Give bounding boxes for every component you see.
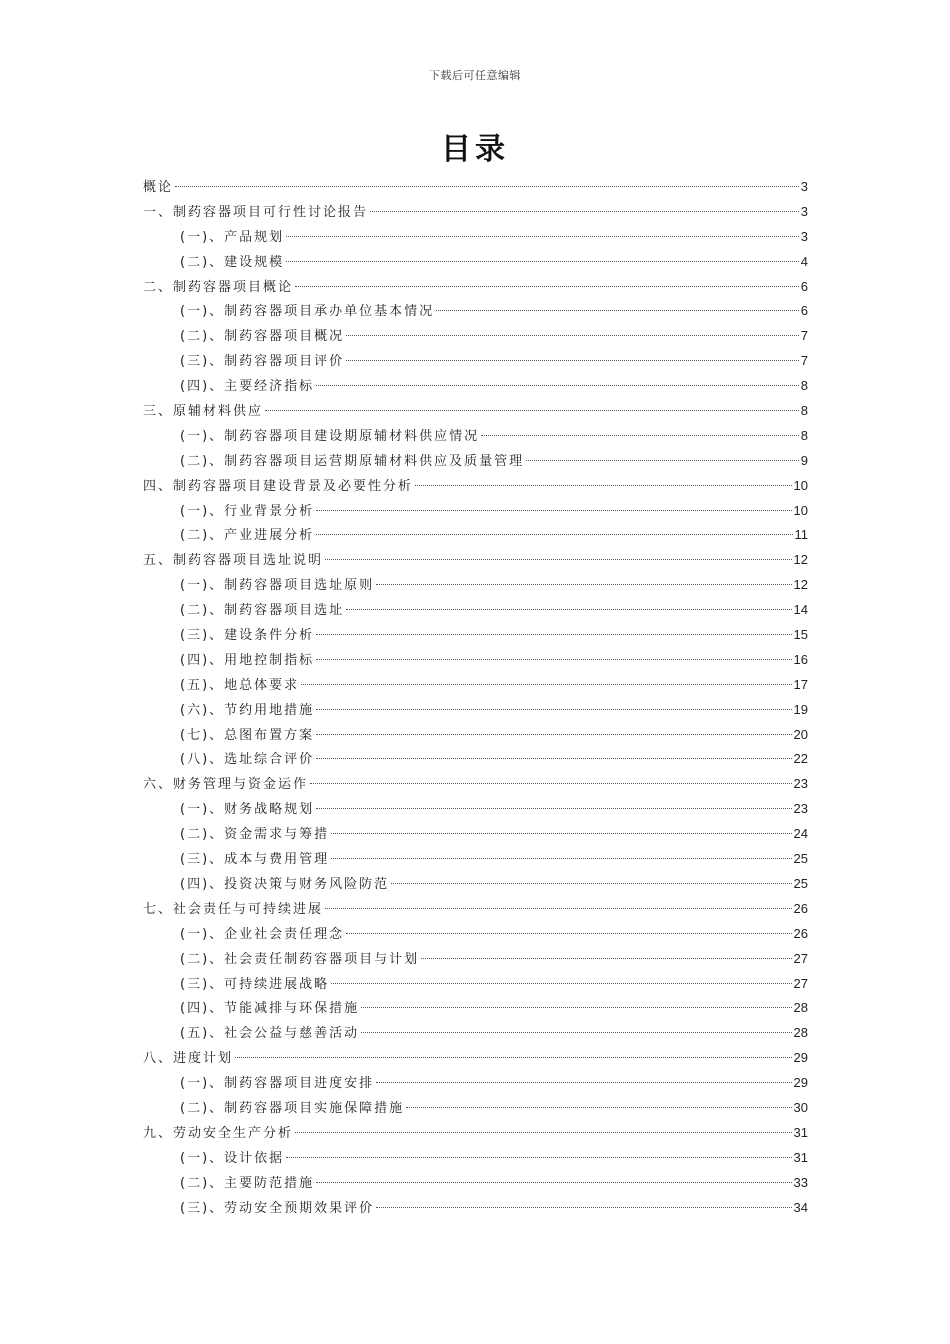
toc-entry-page-number: 27 (793, 975, 808, 991)
toc-dot-leader (295, 1132, 792, 1133)
toc-entry[interactable] (143, 1171, 808, 1196)
toc-title: 目录 (441, 132, 509, 167)
toc-entry-page-number: 16 (793, 651, 808, 667)
toc-entry-page-number: 26 (793, 900, 808, 916)
toc-entry-label: 六、财务管理与资金运作 (143, 777, 309, 793)
toc-entry-page-number: 4 (800, 253, 808, 269)
toc-entry-label: 二、制药容器项目概论 (143, 279, 294, 295)
toc-entry-label: (一)、行业背景分析 (180, 503, 315, 519)
toc-entry-page-number: 17 (793, 676, 808, 692)
toc-entry-page-number: 8 (800, 403, 808, 419)
header-note: 下载后可任意编辑 (429, 69, 521, 82)
toc-entry-page-number: 23 (793, 776, 808, 792)
toc-dot-leader (415, 485, 792, 486)
toc-dot-leader (316, 534, 792, 535)
toc-dot-leader (316, 634, 791, 635)
toc-dot-leader (370, 211, 799, 212)
toc-entry-page-number: 20 (793, 726, 808, 742)
toc-dot-leader (346, 933, 791, 934)
toc-entry-page-number: 12 (793, 552, 808, 568)
toc-entry-label: (五)、社会公益与慈善活动 (180, 1026, 360, 1042)
toc-entry-label: (一)、制药容器项目承办单位基本情况 (180, 304, 435, 320)
toc-entry-page-number: 34 (793, 1199, 808, 1215)
toc-dot-leader (316, 1182, 791, 1183)
toc-entry[interactable] (143, 1121, 808, 1146)
toc-entry[interactable] (143, 872, 808, 897)
toc-dot-leader (265, 410, 799, 411)
toc-entry-label: (二)、制药容器项目运营期原辅材料供应及质量管理 (180, 453, 525, 469)
toc-entry[interactable] (143, 275, 808, 300)
toc-entry-label: (二)、制药容器项目选址 (180, 603, 345, 619)
toc-entry[interactable] (143, 200, 808, 225)
toc-entry-label: 五、制药容器项目选址说明 (143, 553, 324, 569)
toc-entry[interactable] (143, 648, 808, 673)
toc-entry-page-number: 28 (793, 1025, 808, 1041)
toc-entry[interactable] (143, 374, 808, 399)
toc-dot-leader (346, 609, 791, 610)
toc-dot-leader (526, 460, 799, 461)
toc-dot-leader (391, 883, 791, 884)
toc-entry-page-number: 8 (800, 378, 808, 394)
toc-entry[interactable] (143, 1021, 808, 1046)
toc-entry[interactable] (143, 1071, 808, 1096)
toc-entry-label: (一)、财务战略规划 (180, 802, 315, 818)
toc-entry[interactable] (143, 1146, 808, 1171)
toc-entry-label: (二)、制药容器项目概况 (180, 329, 345, 345)
toc-dot-leader (481, 435, 799, 436)
toc-dot-leader (175, 186, 799, 187)
toc-entry-page-number: 28 (793, 1000, 808, 1016)
toc-entry-page-number: 22 (793, 751, 808, 767)
toc-dot-leader (331, 858, 791, 859)
toc-entry-label: (一)、制药容器项目选址原则 (180, 578, 375, 594)
toc-entry[interactable] (143, 698, 808, 723)
toc-dot-leader (331, 833, 791, 834)
toc-entry[interactable] (143, 598, 808, 623)
toc-entry-label: (八)、选址综合评价 (180, 752, 315, 768)
toc-entry[interactable] (143, 225, 808, 250)
toc-entry-page-number: 25 (793, 875, 808, 891)
toc-entry[interactable] (143, 623, 808, 648)
toc-entry[interactable] (143, 797, 808, 822)
toc-entry[interactable] (143, 1196, 808, 1221)
toc-entry[interactable] (143, 449, 808, 474)
toc-entry-label: 三、原辅材料供应 (143, 404, 264, 420)
toc-entry-page-number: 31 (793, 1124, 808, 1140)
toc-dot-leader (361, 1007, 791, 1008)
toc-entry[interactable] (143, 897, 808, 922)
toc-dot-leader (316, 385, 799, 386)
toc-entry-label: 九、劳动安全生产分析 (143, 1125, 294, 1141)
toc-entry-page-number: 11 (794, 527, 808, 543)
toc-dot-leader (421, 958, 791, 959)
toc-entry[interactable] (143, 499, 808, 524)
toc-entry-label: (三)、成本与费用管理 (180, 852, 330, 868)
toc-dot-leader (316, 510, 791, 511)
toc-entry-page-number: 19 (793, 701, 808, 717)
toc-entry-label: (六)、节约用地措施 (180, 702, 315, 718)
toc-entry[interactable] (143, 299, 808, 324)
toc-entry-label: (二)、主要防范措施 (180, 1175, 315, 1191)
toc-entry[interactable] (143, 996, 808, 1021)
toc-entry[interactable] (143, 523, 808, 548)
toc-entry-label: 八、进度计划 (143, 1051, 234, 1067)
toc-dot-leader (376, 1082, 791, 1083)
toc-dot-leader (301, 684, 791, 685)
toc-entry-page-number: 9 (800, 452, 808, 468)
toc-entry[interactable] (143, 772, 808, 797)
toc-dot-leader (286, 261, 799, 262)
toc-dot-leader (286, 1157, 791, 1158)
toc-entry-label: (一)、制药容器项目建设期原辅材料供应情况 (180, 428, 480, 444)
toc-dot-leader (295, 286, 799, 287)
toc-entry[interactable] (143, 723, 808, 748)
toc-entry[interactable] (143, 972, 808, 997)
toc-dot-leader (436, 310, 799, 311)
toc-entry[interactable] (143, 947, 808, 972)
toc-entry-label: (三)、建设条件分析 (180, 628, 315, 644)
toc-entry-page-number: 7 (800, 353, 808, 369)
toc-entry[interactable] (143, 673, 808, 698)
toc-dot-leader (361, 1032, 791, 1033)
toc-entry-label: (二)、产业进展分析 (180, 528, 315, 544)
toc-entry-label: (一)、制药容器项目进度安排 (180, 1076, 375, 1092)
toc-entry[interactable] (143, 324, 808, 349)
toc-entry-label: (二)、制药容器项目实施保障措施 (180, 1100, 405, 1116)
toc-entry-label: 四、制药容器项目建设背景及必要性分析 (143, 478, 414, 494)
toc-entry[interactable] (143, 424, 808, 449)
toc-entry-label: (四)、节能减排与环保措施 (180, 1001, 360, 1017)
toc-entry[interactable] (143, 548, 808, 573)
toc-entry-label: 一、制药容器项目可行性讨论报告 (143, 204, 369, 220)
toc-entry-page-number: 33 (793, 1174, 808, 1190)
toc-entry-label: (一)、设计依据 (180, 1150, 285, 1166)
toc-entry-page-number: 25 (793, 851, 808, 867)
toc-dot-leader (325, 559, 792, 560)
toc-entry[interactable] (143, 349, 808, 374)
toc-entry-label: (三)、可持续进展战略 (180, 976, 330, 992)
toc-dot-leader (310, 783, 792, 784)
toc-dot-leader (331, 983, 791, 984)
table-of-contents (143, 175, 808, 1220)
toc-entry-page-number: 27 (793, 950, 808, 966)
toc-entry-label: 概论 (143, 180, 174, 195)
toc-entry[interactable] (143, 747, 808, 772)
toc-entry-label: (一)、企业社会责任理念 (180, 926, 345, 942)
toc-entry-page-number: 24 (793, 826, 808, 842)
toc-entry-page-number: 3 (800, 179, 808, 194)
toc-dot-leader (325, 908, 792, 909)
toc-entry-page-number: 29 (793, 1050, 808, 1066)
toc-entry[interactable] (143, 399, 808, 424)
toc-entry-label: (二)、建设规模 (180, 254, 285, 270)
toc-entry[interactable] (143, 573, 808, 598)
toc-entry[interactable] (143, 175, 808, 200)
toc-entry-label: (五)、地总体要求 (180, 677, 300, 693)
toc-entry-page-number: 26 (793, 925, 808, 941)
toc-entry-page-number: 10 (793, 477, 808, 493)
toc-entry-page-number: 29 (793, 1075, 808, 1091)
toc-entry-page-number: 8 (800, 427, 808, 443)
toc-entry-page-number: 3 (800, 203, 808, 219)
toc-entry-page-number: 7 (800, 328, 808, 344)
toc-dot-leader (316, 659, 791, 660)
toc-entry-label: (三)、制药容器项目评价 (180, 354, 345, 370)
toc-entry-label: (一)、产品规划 (180, 229, 285, 245)
toc-entry[interactable] (143, 822, 808, 847)
toc-entry-label: (二)、资金需求与筹措 (180, 827, 330, 843)
toc-dot-leader (346, 360, 799, 361)
toc-entry-page-number: 3 (800, 228, 808, 244)
toc-entry-page-number: 23 (793, 801, 808, 817)
toc-dot-leader (235, 1057, 792, 1058)
toc-entry-label: (三)、劳动安全预期效果评价 (180, 1200, 375, 1216)
toc-dot-leader (316, 734, 791, 735)
toc-dot-leader (376, 1207, 791, 1208)
toc-entry-label: (四)、用地控制指标 (180, 652, 315, 668)
toc-entry-page-number: 12 (793, 577, 808, 593)
toc-dot-leader (346, 335, 799, 336)
toc-dot-leader (286, 236, 799, 237)
toc-dot-leader (316, 709, 791, 710)
toc-entry-page-number: 6 (800, 303, 808, 319)
toc-entry[interactable] (143, 922, 808, 947)
toc-entry[interactable] (143, 250, 808, 275)
toc-entry[interactable] (143, 474, 808, 499)
toc-entry-page-number: 31 (793, 1149, 808, 1165)
toc-entry-label: (四)、主要经济指标 (180, 379, 315, 395)
toc-dot-leader (406, 1107, 791, 1108)
toc-entry[interactable] (143, 1046, 808, 1071)
toc-dot-leader (376, 584, 791, 585)
toc-entry[interactable] (143, 847, 808, 872)
toc-entry-page-number: 6 (800, 278, 808, 294)
toc-entry-label: (七)、总图布置方案 (180, 727, 315, 743)
toc-entry-page-number: 14 (793, 602, 808, 618)
toc-entry-page-number: 10 (793, 502, 808, 518)
toc-entry-label: (二)、社会责任制药容器项目与计划 (180, 951, 420, 967)
toc-entry[interactable] (143, 1096, 808, 1121)
toc-dot-leader (316, 808, 791, 809)
toc-entry-page-number: 30 (793, 1099, 808, 1115)
toc-entry-page-number: 15 (793, 627, 808, 643)
toc-entry-label: (四)、投资决策与财务风险防范 (180, 876, 390, 892)
toc-dot-leader (316, 758, 791, 759)
toc-entry-label: 七、社会责任与可持续进展 (143, 901, 324, 917)
